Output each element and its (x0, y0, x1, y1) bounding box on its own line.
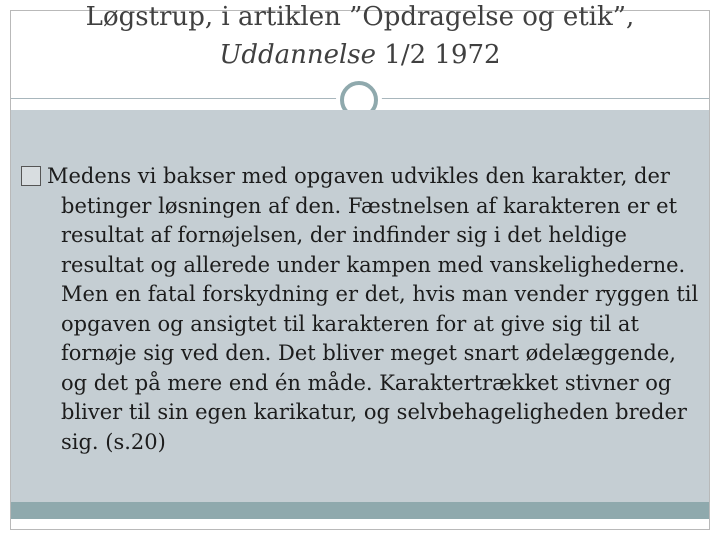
quote-paragraph (21, 162, 701, 457)
title-line-2 (11, 40, 709, 70)
footer-band (11, 502, 709, 519)
title-line-1: Løgstrup, i artiklen ”Opdragelse og etik”, (85, 2, 635, 32)
title-issue: 1/2 1972 (376, 40, 501, 70)
content-area (11, 110, 709, 502)
quote-text: Medens vi bakser med opgaven udvikles den karakter, der betinger løsningen af den. Fæstnelsen af karakteren er et resultat af fornøjelsen, der indfinder sig i det heldige resultat og allerede under kampen med vanskelighederne. Men en fatal forskydning er det, hvis man vender ryggen til opgaven og ansigtet til karakteren for at give sig til at fornøje sig ved den. Det bliver meget snart ødelæggende, og det på mere end én måde. Karaktertrækket stivner og bliver til sin egen karikatur, og selvbehageligheden breder sig. (s.20) (47, 164, 699, 454)
title-publication: Uddannelse (219, 40, 377, 70)
bullet-icon (21, 166, 41, 186)
